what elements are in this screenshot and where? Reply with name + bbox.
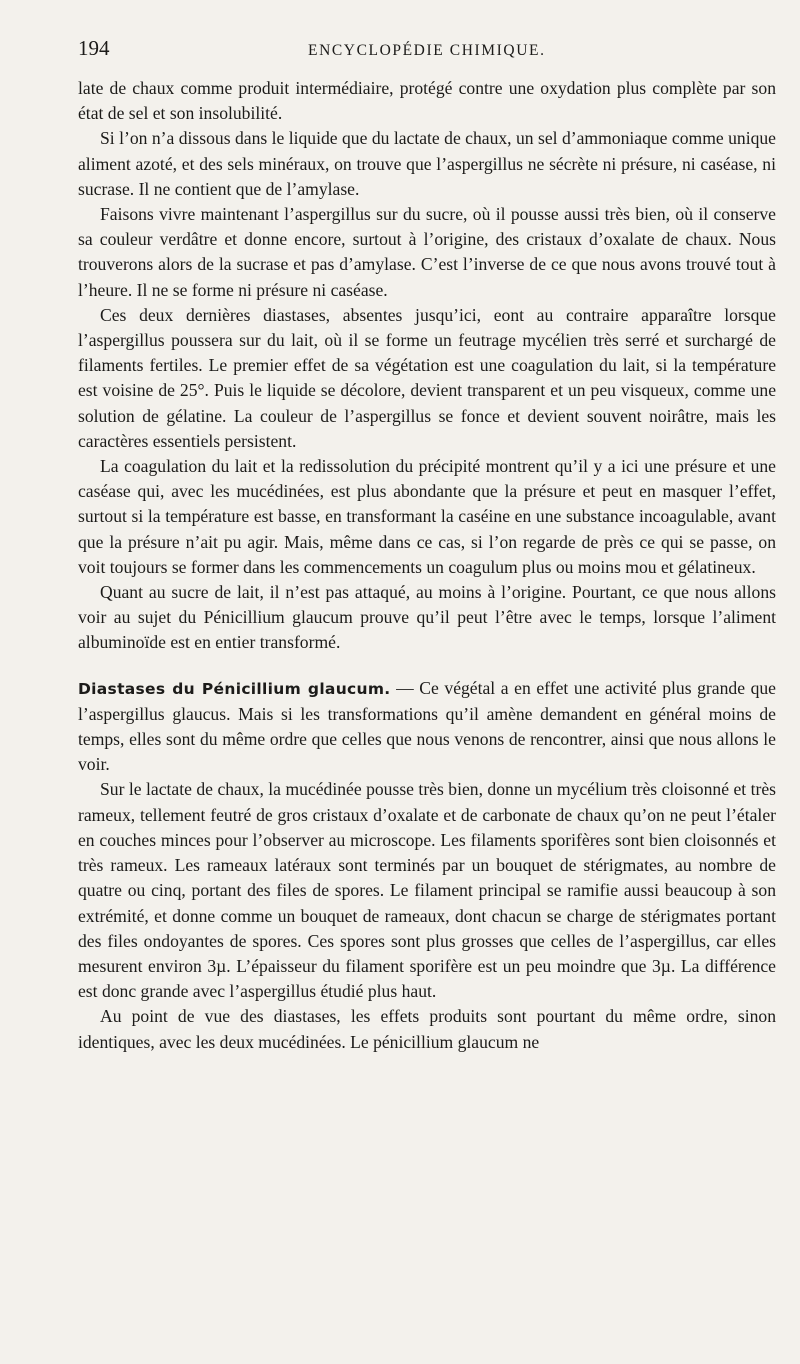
paragraph-4: Ces deux dernières diastases, absentes jusqu’ici, eont au contraire apparaître lorsque l’aspergillus poussera sur du lait, où il se forme un feutrage mycélien très serré et surchargé de filaments fertiles. Le premier effet de sa végétation est une coagulation du lait, si la température est voisine de 25°. Puis le liquide se décolore, devient transparent et un peu visqueux, comme une solution de gélatine. La couleur de l’aspergillus se fonce et devient souvent noirâtre, mais les caractères essentiels persistent.	[78, 304, 776, 451]
paragraph-3: Faisons vivre maintenant l’aspergillus sur du sucre, où il pousse aussi très bien, où il conserve sa couleur verdâtre et donne encore, surtout à l’origine, des cristaux d’oxalate de chaux. Nous trouverons alors de la sucrase et pas d’amylase. C’est l’inverse de ce que nous avons trouvé tout à l’heure. Il ne se forme ni présure ni caséase.	[78, 204, 776, 300]
page-number: 194	[78, 36, 110, 60]
paragraph-8: Sur le lactate de chaux, la mucédinée pousse très bien, donne un mycélium très cloisonné et très rameux, tellement feutré de gros cristaux d’oxalate et de carbonate de chaux qu’on ne peut l’étaler en couches minces pour l’observer au microscope. Les filaments sporifères sont bien cloisonnés et très rameux. Les rameaux latéraux sont terminés par un bouquet de stérigmates, au nombre de quatre ou cinq, portant des files de spores. Le filament principal se ramifie aussi beaucoup à son extrémité, et donne comme un bouquet de rameaux, dont chacun se charge de stérigmates portant des files ondoyantes de spores. Ces spores sont plus grosses que celles de l’aspergillus, car elles mesurent environ 3µ. L’épaisseur du filament sporifère est un peu moindre que 3µ. La différence est donc grande avec l’aspergillus étudié plus haut.	[78, 779, 776, 1002]
paragraph-9: Au point de vue des diastases, les effets produits sont pourtant du même ordre, sinon identiques, avec les deux mucédinées. Le pénicillium glaucum ne	[78, 1006, 776, 1052]
paragraph-1: late de chaux comme produit intermédiaire, protégé contre une oxydation plus complète par son état de sel et son insolubilité.	[78, 78, 776, 124]
body-text	[78, 76, 776, 1055]
running-title: ENCYCLOPÉDIE CHIMIQUE.	[308, 42, 546, 59]
paragraph-5: La coagulation du lait et la redissolution du précipité montrent qu’il y a ici une présure et une caséase qui, avec les mucédinées, est plus abondante que la présure et peut en masquer l’effet, surtout si la température est basse, en transformant la caséine en une substance incoagulable, avant que la présure n’ait pu agir. Mais, même dans ce cas, si l’on regarde de près ce qui se passe, on voit toujours se former dans les commencements un coagulum plus ou moins mou et gélatineux.	[78, 456, 776, 577]
paragraph-7-text: — Ce végétal a en effet une activité plus grande que l’aspergillus glaucus. Mais si les transformations qu’il amène demandent en général moins de temps, elles sont du même ordre que celles que nous venons de rencontrer, ainsi que nous allons le voir.	[78, 677, 776, 775]
section-heading: Diastases du Pénicillium glaucum.	[78, 679, 391, 698]
paragraph-7	[78, 676, 776, 778]
paragraph-6: Quant au sucre de lait, il n’est pas attaqué, au moins à l’origine. Pourtant, ce que nous allons voir au sujet du Pénicillium glaucum prouve qu’il peut l’être avec le temps, lorsque l’aliment albuminoïde est en entier transformé.	[78, 582, 776, 653]
page-header	[78, 36, 776, 76]
paragraph-2: Si l’on n’a dissous dans le liquide que du lactate de chaux, un sel d’ammoniaque comme unique aliment azoté, et des sels minéraux, on trouve que l’aspergillus ne sécrète ni présure, ni caséase, ni sucrase. Il ne contient que de l’amylase.	[78, 128, 776, 199]
